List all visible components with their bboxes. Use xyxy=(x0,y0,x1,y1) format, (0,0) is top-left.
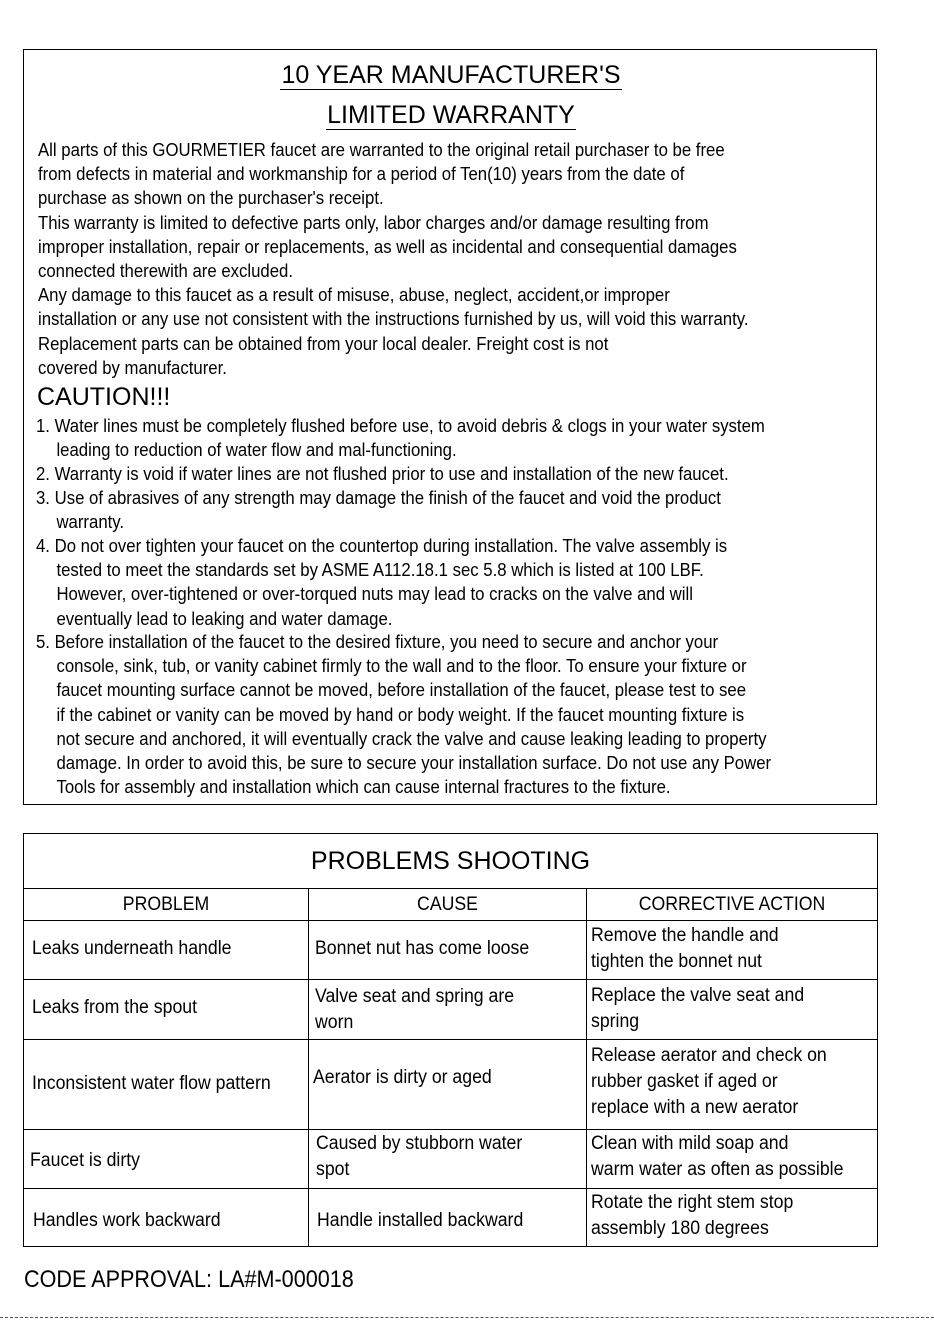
warranty-line: covered by manufacturer. xyxy=(38,357,227,378)
action-cell: Release aerator and check on rubber gasket if aged or replace with a new aerator xyxy=(591,1045,827,1118)
page-edge-rule xyxy=(0,1317,934,1318)
action-cell: Rotate the right stem stop assembly 180 degrees xyxy=(591,1192,794,1239)
warranty-box xyxy=(23,49,877,805)
warranty-line: improper installation, repair or replacements, as well as incidental and consequential damages xyxy=(38,236,737,257)
warranty-line: purchase as shown on the purchaser's receipt. xyxy=(38,188,384,209)
warranty-line: This warranty is limited to defective parts only, labor charges and/or damage resulting from xyxy=(38,212,709,233)
problem-cell: Leaks from the spout xyxy=(32,997,198,1018)
caution-heading: CAUTION!!! xyxy=(37,383,171,411)
column-divider xyxy=(586,888,587,1246)
warranty-title-line2: LIMITED WARRANTY xyxy=(327,101,575,129)
caution-item-5: 5. Before installation of the faucet to the desired fixture, you need to secure and anchor your console, sink, tub, or vanity cabinet firmly to the wall and to the floor. To ensure your fixture or faucet mounting surface cannot be moved, before installation of the faucet, please test to see if the cabinet or vanity can be moved by hand or body weight. If the faucet mounting fixture is not secure and anchored, it will eventually crack the valve and cause leaking leading to property damage. In order to avoid this, be sure to secure your installation surface. Do not use any Power Tools for assembly and installation which can cause internal fractures to the fixture. xyxy=(36,632,772,798)
caution-item-1: 1. Water lines must be completely flushed before use, to avoid debris & clogs in your water system leading to reduction of water flow and mal-functioning. xyxy=(36,416,765,461)
code-approval: CODE APPROVAL: LA#M-000018 xyxy=(24,1266,354,1293)
cause-cell: Aerator is dirty or aged xyxy=(313,1067,492,1088)
row-divider xyxy=(24,1129,877,1130)
warranty-line: Any damage to this faucet as a result of misuse, abuse, neglect, accident,or improper xyxy=(38,285,670,306)
warranty-line: All parts of this GOURMETIER faucet are warranted to the original retail purchaser to be free xyxy=(38,140,725,160)
cause-cell: Bonnet nut has come loose xyxy=(315,938,530,959)
problem-cell: Handles work backward xyxy=(33,1210,221,1231)
troubleshooting-table xyxy=(23,833,878,1247)
problem-cell: Leaks underneath handle xyxy=(32,938,232,959)
cause-cell: Valve seat and spring are worn xyxy=(315,986,515,1033)
problem-cell: Faucet is dirty xyxy=(30,1150,140,1171)
header-problem: PROBLEM xyxy=(122,894,210,915)
caution-item-4: 4. Do not over tighten your faucet on the countertop during installation. The valve assembly is tested to meet the standards set by ASME A112.18.1 sec 5.8 which is listed at 100 LBF. However, over-tightened or over-torqued nuts may lead to cracks on the valve and will eventually lead to leaking and water damage. xyxy=(36,536,728,629)
caution-item-2: 2. Warranty is void if water lines are not flushed prior to use and installation of the new faucet. xyxy=(36,464,729,484)
warranty-line: connected therewith are excluded. xyxy=(38,261,293,282)
action-cell: Remove the handle and tighten the bonnet nut xyxy=(591,925,779,972)
caution-item-3: 3. Use of abrasives of any strength may damage the finish of the faucet and void the product warranty. xyxy=(36,488,721,533)
row-divider xyxy=(24,979,877,980)
column-divider xyxy=(308,888,309,1246)
header-corrective-action: CORRECTIVE ACTION xyxy=(638,894,826,915)
cause-cell: Caused by stubborn water spot xyxy=(316,1133,523,1180)
warranty-paragraph xyxy=(38,138,810,380)
warranty-line: Replacement parts can be obtained from your local dealer. Freight cost is not xyxy=(38,333,609,354)
action-cell: Clean with mild soap and warm water as often as possible xyxy=(591,1133,844,1180)
row-divider xyxy=(24,1188,877,1189)
troubleshooting-title: PROBLEMS SHOOTING xyxy=(24,834,877,889)
problem-cell: Inconsistent water flow pattern xyxy=(32,1073,271,1094)
header-cause: CAUSE xyxy=(417,894,478,915)
cause-cell: Handle installed backward xyxy=(317,1210,524,1231)
warranty-title-line1: 10 YEAR MANUFACTURER'S xyxy=(281,61,621,89)
warranty-line: from defects in material and workmanship for a period of Ten(10) years from the date of xyxy=(38,164,685,185)
row-divider xyxy=(24,1039,877,1040)
action-cell: Replace the valve seat and spring xyxy=(591,985,805,1032)
warranty-line: installation or any use not consistent with the instructions furnished by us, will void this warranty. xyxy=(38,309,749,330)
